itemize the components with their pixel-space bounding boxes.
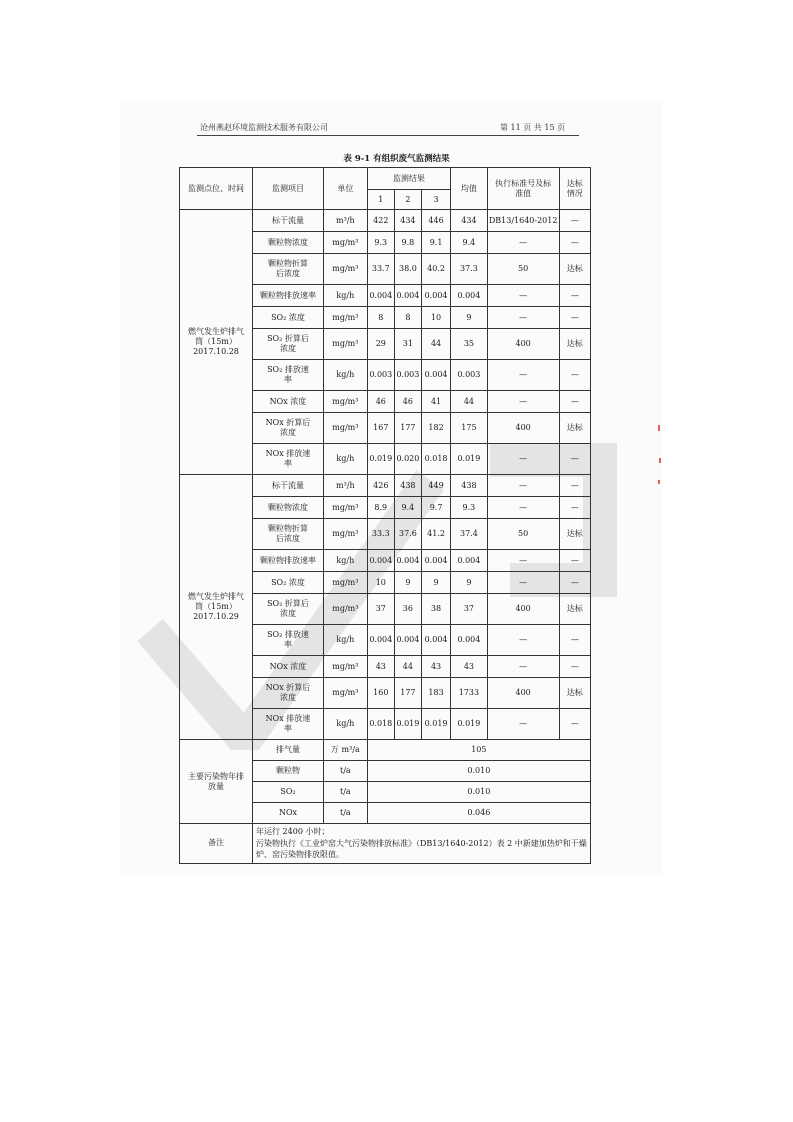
header-result-2: 2 (394, 190, 421, 210)
average: 9 (451, 572, 488, 594)
item-name: 颗粒物排放速率 (253, 550, 324, 572)
annual-value: 0.010 (367, 782, 590, 803)
result-3: 0.004 (421, 550, 450, 572)
remarks-line-2: 污染物执行《工业炉窑大气污染物排放标准》（DB13/1640-2012）表 2 中新建加热炉和干燥炉、窑污染物排放限值。 (256, 838, 587, 860)
unit: mg/m³ (323, 678, 367, 709)
group-label: 燃气发生炉排气筒（15m）2017.10.29 (180, 475, 253, 740)
annual-row (180, 740, 591, 761)
average: 35 (451, 329, 488, 360)
header-standard: 执行标准号及标准值 (487, 168, 559, 210)
average: 434 (451, 210, 488, 232)
header-result-3: 3 (421, 190, 450, 210)
item-name: NOx 浓度 (253, 656, 324, 678)
annual-value: 105 (367, 740, 590, 761)
unit: mg/m³ (323, 254, 367, 285)
monitoring-table (179, 167, 591, 864)
header-divider (197, 135, 579, 136)
result-1: 46 (367, 391, 394, 413)
unit: mg/m³ (323, 232, 367, 254)
remarks-row (180, 824, 591, 864)
result-2: 434 (394, 210, 421, 232)
standard: — (487, 475, 559, 497)
standard: 400 (487, 678, 559, 709)
average: 1733 (451, 678, 488, 709)
result-3: 40.2 (421, 254, 450, 285)
annual-item: 颗粒物 (253, 761, 324, 782)
header-results: 监测结果 (367, 168, 450, 190)
table-caption: 表 9-1 有组织废气监测结果 (343, 154, 450, 164)
result-1: 0.004 (367, 625, 394, 656)
result-3: 38 (421, 594, 450, 625)
compliance: 达标 (559, 329, 590, 360)
result-3: 41 (421, 391, 450, 413)
item-name: 颗粒物浓度 (253, 497, 324, 519)
result-3: 0.018 (421, 444, 450, 475)
result-1: 33.3 (367, 519, 394, 550)
annual-item: SO₂ (253, 782, 324, 803)
item-name: 颗粒物浓度 (253, 232, 324, 254)
compliance: — (559, 572, 590, 594)
item-name: 颗粒物排放速率 (253, 285, 324, 307)
result-3: 43 (421, 656, 450, 678)
average: 44 (451, 391, 488, 413)
annual-item: NOx (253, 803, 324, 824)
result-2: 36 (394, 594, 421, 625)
item-name: NOx 浓度 (253, 391, 324, 413)
item-name: 颗粒物折算后浓度 (253, 519, 324, 550)
unit: mg/m³ (323, 594, 367, 625)
result-1: 167 (367, 413, 394, 444)
standard: — (487, 444, 559, 475)
page-number: 第 11 页 共 15 页 (500, 123, 566, 132)
result-2: 38.0 (394, 254, 421, 285)
result-1: 160 (367, 678, 394, 709)
unit: mg/m³ (323, 329, 367, 360)
standard: — (487, 497, 559, 519)
unit: kg/h (323, 625, 367, 656)
compliance: — (559, 709, 590, 740)
compliance: — (559, 497, 590, 519)
annual-unit: t/a (323, 782, 367, 803)
result-2: 177 (394, 413, 421, 444)
unit: mg/m³ (323, 497, 367, 519)
compliance: — (559, 210, 590, 232)
standard: — (487, 625, 559, 656)
average: 0.019 (451, 444, 488, 475)
standard: — (487, 656, 559, 678)
result-2: 177 (394, 678, 421, 709)
header-average: 均值 (451, 168, 488, 210)
unit: m³/h (323, 475, 367, 497)
result-2: 44 (394, 656, 421, 678)
result-3: 0.004 (421, 360, 450, 391)
result-2: 0.003 (394, 360, 421, 391)
average: 43 (451, 656, 488, 678)
average: 0.004 (451, 550, 488, 572)
result-3: 446 (421, 210, 450, 232)
table-body (180, 168, 591, 864)
item-name: SO₂ 排放速率 (253, 360, 324, 391)
compliance: 达标 (559, 519, 590, 550)
unit: kg/h (323, 444, 367, 475)
item-name: NOx 折算后浓度 (253, 678, 324, 709)
table-row (180, 210, 591, 232)
result-2: 8 (394, 307, 421, 329)
result-1: 0.004 (367, 550, 394, 572)
header-unit: 单位 (323, 168, 367, 210)
average: 438 (451, 475, 488, 497)
result-3: 44 (421, 329, 450, 360)
average: 0.003 (451, 360, 488, 391)
standard: 400 (487, 329, 559, 360)
unit: kg/h (323, 285, 367, 307)
result-1: 10 (367, 572, 394, 594)
compliance: — (559, 232, 590, 254)
unit: mg/m³ (323, 519, 367, 550)
result-3: 182 (421, 413, 450, 444)
average: 0.019 (451, 709, 488, 740)
compliance: — (559, 475, 590, 497)
item-name: NOx 排放速率 (253, 444, 324, 475)
result-1: 43 (367, 656, 394, 678)
result-3: 449 (421, 475, 450, 497)
result-2: 438 (394, 475, 421, 497)
result-2: 46 (394, 391, 421, 413)
compliance: 达标 (559, 678, 590, 709)
remarks-label: 备注 (180, 824, 253, 864)
result-2: 0.004 (394, 285, 421, 307)
header-compliance: 达标情况 (559, 168, 590, 210)
result-3: 9.1 (421, 232, 450, 254)
company-name: 沧州燕赵环境监测技术服务有限公司 (200, 123, 328, 132)
result-3: 0.004 (421, 625, 450, 656)
result-1: 33.7 (367, 254, 394, 285)
annual-value: 0.046 (367, 803, 590, 824)
result-2: 37.6 (394, 519, 421, 550)
result-2: 0.020 (394, 444, 421, 475)
result-2: 0.019 (394, 709, 421, 740)
unit: mg/m³ (323, 413, 367, 444)
item-name: 标干流量 (253, 475, 324, 497)
item-name: 颗粒物折算后浓度 (253, 254, 324, 285)
result-3: 9.7 (421, 497, 450, 519)
standard: — (487, 709, 559, 740)
unit: mg/m³ (323, 391, 367, 413)
average: 9.4 (451, 232, 488, 254)
item-name: SO₂ 排放速率 (253, 625, 324, 656)
item-name: SO₂ 折算后浓度 (253, 329, 324, 360)
annual-unit: t/a (323, 803, 367, 824)
compliance: 达标 (559, 594, 590, 625)
result-3: 41.2 (421, 519, 450, 550)
compliance: — (559, 550, 590, 572)
standard: — (487, 391, 559, 413)
result-2: 0.004 (394, 550, 421, 572)
standard: — (487, 572, 559, 594)
result-1: 0.004 (367, 285, 394, 307)
compliance: — (559, 625, 590, 656)
annual-unit: 万 m³/a (323, 740, 367, 761)
standard: — (487, 550, 559, 572)
standard: 50 (487, 519, 559, 550)
compliance: 达标 (559, 254, 590, 285)
annual-value: 0.010 (367, 761, 590, 782)
result-1: 426 (367, 475, 394, 497)
standard: DB13/1640-2012 (487, 210, 559, 232)
compliance: — (559, 285, 590, 307)
result-1: 9.3 (367, 232, 394, 254)
result-3: 10 (421, 307, 450, 329)
average: 175 (451, 413, 488, 444)
header-item: 监测项目 (253, 168, 324, 210)
result-1: 0.019 (367, 444, 394, 475)
result-2: 9.4 (394, 497, 421, 519)
result-1: 8 (367, 307, 394, 329)
average: 9 (451, 307, 488, 329)
header-location: 监测点位、时间 (180, 168, 253, 210)
result-1: 8.9 (367, 497, 394, 519)
compliance: — (559, 444, 590, 475)
red-stamp-edge (658, 420, 662, 500)
result-1: 422 (367, 210, 394, 232)
remarks-line-1: 年运行 2400 小时； (256, 827, 330, 836)
standard: 400 (487, 594, 559, 625)
unit: kg/h (323, 550, 367, 572)
result-1: 0.003 (367, 360, 394, 391)
average: 37.3 (451, 254, 488, 285)
result-3: 9 (421, 572, 450, 594)
result-1: 0.018 (367, 709, 394, 740)
unit: kg/h (323, 709, 367, 740)
unit: mg/m³ (323, 572, 367, 594)
average: 0.004 (451, 625, 488, 656)
unit: mg/m³ (323, 307, 367, 329)
table-row (180, 475, 591, 497)
result-3: 0.004 (421, 285, 450, 307)
standard: 50 (487, 254, 559, 285)
standard: — (487, 307, 559, 329)
result-2: 31 (394, 329, 421, 360)
unit: kg/h (323, 360, 367, 391)
result-3: 183 (421, 678, 450, 709)
standard: — (487, 285, 559, 307)
group-label: 燃气发生炉排气筒（15m）2017.10.28 (180, 210, 253, 475)
item-name: NOx 排放速率 (253, 709, 324, 740)
compliance: — (559, 391, 590, 413)
remarks-text (253, 824, 591, 864)
standard: 400 (487, 413, 559, 444)
annual-item: 排气量 (253, 740, 324, 761)
result-2: 0.004 (394, 625, 421, 656)
standard: — (487, 360, 559, 391)
result-1: 29 (367, 329, 394, 360)
header-result-1: 1 (367, 190, 394, 210)
average: 37.4 (451, 519, 488, 550)
compliance: — (559, 307, 590, 329)
average: 37 (451, 594, 488, 625)
result-3: 0.019 (421, 709, 450, 740)
item-name: 标干流量 (253, 210, 324, 232)
item-name: SO₂ 浓度 (253, 572, 324, 594)
average: 9.3 (451, 497, 488, 519)
result-2: 9.8 (394, 232, 421, 254)
compliance: — (559, 360, 590, 391)
standard: — (487, 232, 559, 254)
item-name: SO₂ 折算后浓度 (253, 594, 324, 625)
item-name: NOx 折算后浓度 (253, 413, 324, 444)
average: 0.004 (451, 285, 488, 307)
unit: m³/h (323, 210, 367, 232)
item-name: SO₂ 浓度 (253, 307, 324, 329)
annual-label: 主要污染物年排放量 (180, 740, 253, 824)
result-1: 37 (367, 594, 394, 625)
unit: mg/m³ (323, 656, 367, 678)
compliance: — (559, 656, 590, 678)
compliance: 达标 (559, 413, 590, 444)
annual-unit: t/a (323, 761, 367, 782)
result-2: 9 (394, 572, 421, 594)
